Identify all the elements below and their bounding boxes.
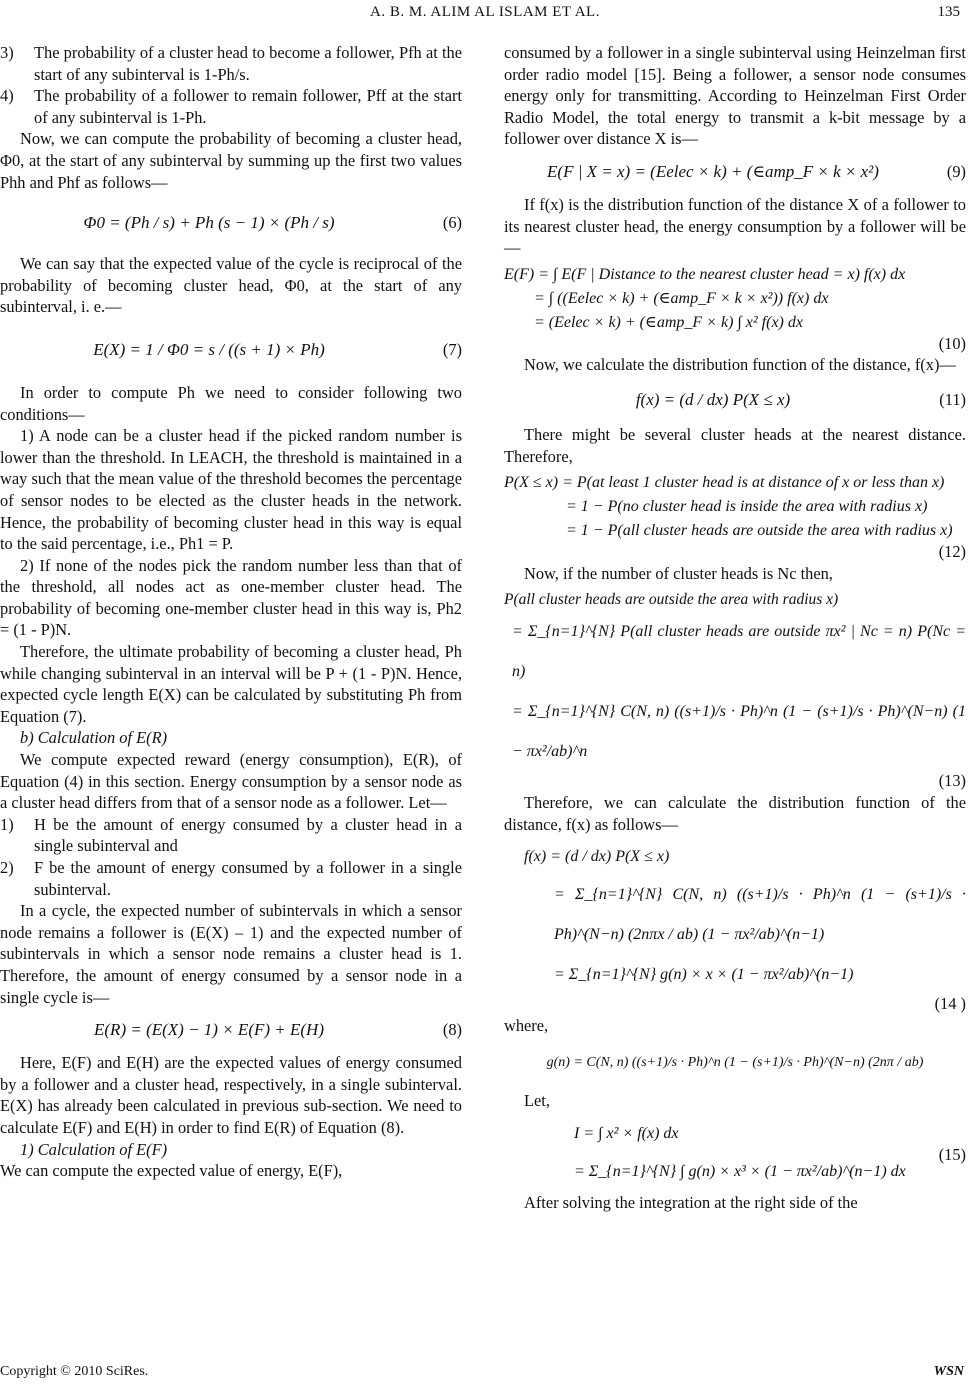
paragraph: Therefore, we can calculate the distribution function of the distance, f(x) as follows— bbox=[504, 792, 966, 834]
equation-expression: E(X) = 1 / Φ0 = s / ((s + 1) × Ph) bbox=[93, 340, 325, 360]
equation-g bbox=[504, 1038, 966, 1088]
equation-expression: f(x) = (d / dx) P(X ≤ x) bbox=[635, 390, 791, 410]
paragraph: Here, E(F) and E(H) are the expected values of energy consumed by a follower and a cluster head, respectively, in a single subinterval. E(X) has already been calculated in previous sub-section. We need to calculate E(F) and E(H) in order to find E(R) of Equation (8). bbox=[0, 1053, 462, 1137]
paragraph: We can compute the expected value of energy, E(F), bbox=[0, 1161, 343, 1181]
list-text: The probability of a follower to remain follower, Pff at the start of any subinterval is 1-Ph. bbox=[34, 86, 462, 127]
paragraph: Now, we calculate the distribution function of the distance, f(x)— bbox=[524, 355, 956, 375]
list-number: 3) bbox=[0, 43, 14, 62]
copyright-notice: Copyright © 2010 SciRes. bbox=[0, 1364, 149, 1379]
list-item bbox=[0, 814, 462, 857]
page-number: 135 bbox=[937, 4, 960, 20]
paragraph: Now, we can compute the probability of becoming a cluster head, Φ0, at the start of any subinterval by summing up the first two values Phh and Phf as follows— bbox=[0, 129, 462, 192]
running-title: A. B. M. ALIM AL ISLAM ET AL. bbox=[370, 4, 600, 20]
equation-number: (11) bbox=[939, 390, 966, 410]
subsection-heading: b) Calculation of E(R) bbox=[20, 728, 168, 748]
paragraph: consumed by a follower in a single subinterval using Heinzelman first order radio model [15]. Being a follower, a sensor node consumes energy only for transmitting. According to Heinzelman First Order Radio Model, the total energy to transmit a k-bit message by a follower over distance X is— bbox=[504, 43, 966, 149]
paragraph: After solving the integration at the right side of the bbox=[524, 1192, 858, 1212]
list-number: 1) bbox=[0, 814, 14, 834]
left-column bbox=[0, 42, 462, 1182]
list-text: F be the amount of energy consumed by a follower in a single subinterval. bbox=[34, 858, 462, 899]
list-text: The probability of a cluster head to become a follower, Pfh at the start of any subinterval is 1-Ph/s. bbox=[34, 43, 462, 84]
equation-number: (15) bbox=[938, 1144, 966, 1164]
equation-8 bbox=[0, 1010, 462, 1050]
equation-line: = 1 − P(all cluster heads are outside the area with radius x) bbox=[566, 522, 953, 540]
equation-10 bbox=[504, 263, 966, 355]
paragraph: 2) If none of the nodes pick the random number less than that of the threshold, all nodes act as one-member cluster head. The probability of becoming one-member cluster head in this way is, Ph2 = (1 - P)N. bbox=[0, 555, 462, 640]
page-header bbox=[0, 0, 970, 22]
equation-line: = Σ_{n=1}^{N} C(N, n) ((s+1)/s · Ph)^n (1 − (s+1)/s · Ph)^(N−n) (1 − πx²/ab)^n bbox=[512, 703, 966, 761]
paragraph: We can say that the expected value of the cycle is reciprocal of the probability of becoming cluster head, Φ0, at the start of any subinterval, i. e.— bbox=[0, 254, 462, 317]
paragraph: 1) A node can be a cluster head if the picked random number is lower than the threshold. In LEACH, the threshold is maintained in a way such that the mean value of the threshold becomes the percentage of sensor nodes to be elected as the cluster heads in the network. Hence, the probability of becoming cluster head in this way is equal to the said percentage, i.e., Ph1 = P. bbox=[0, 426, 462, 554]
equation-line: = Σ_{n=1}^{N} P(all cluster heads are outside πx² | Nc = n) P(Nc = n) bbox=[512, 623, 966, 681]
paragraph: where, bbox=[504, 1015, 549, 1035]
paragraph: There might be several cluster heads at the nearest distance. Therefore, bbox=[504, 424, 966, 466]
equation-13 bbox=[504, 588, 966, 792]
equation-line: P(X ≤ x) = P(at least 1 cluster head is at distance of x or less than x) bbox=[504, 474, 945, 492]
equation-line: I = ∫ x² × f(x) dx bbox=[574, 1124, 679, 1142]
equation-expression: Φ0 = (Ph / s) + Ph (s − 1) × (Ph / s) bbox=[83, 213, 335, 233]
equation-9 bbox=[504, 152, 966, 192]
equation-line: = Σ_{n=1}^{N} ∫ g(n) × x³ × (1 − πx²/ab)^(n−1) dx bbox=[574, 1162, 906, 1180]
list-item bbox=[0, 85, 462, 128]
paragraph: In a cycle, the expected number of subintervals in which a sensor node remains a follower is (E(X) – 1) and the expected number of subintervals in which a sensor node remains a cluster head is 1. Therefore, the amount of energy consumed by a sensor node in a single cycle is— bbox=[0, 901, 462, 1007]
equation-line: = ∫ ((Eelec × k) + (∈amp_F × k × x²)) f(x) dx bbox=[534, 289, 829, 307]
equation-line: f(x) = (d / dx) P(X ≤ x) bbox=[524, 848, 670, 866]
equation-line: = Σ_{n=1}^{N} C(N, n) ((s+1)/s · Ph)^n (1 − (s+1)/s · Ph)^(N−n) (2nπx / ab) (1 − πx²/ab)^(n−1) bbox=[554, 886, 966, 944]
equation-number: (6) bbox=[442, 213, 462, 233]
equation-line: = (Eelec × k) + (∈amp_F × k) ∫ x² f(x) dx bbox=[534, 313, 803, 331]
equation-11 bbox=[504, 378, 966, 422]
list-item bbox=[0, 42, 462, 85]
equation-12 bbox=[504, 471, 966, 563]
equation-number: (8) bbox=[442, 1020, 462, 1040]
equation-line: P(all cluster heads are outside the area with radius x) bbox=[504, 591, 839, 609]
page-footer bbox=[0, 1362, 970, 1386]
list-text: H be the amount of energy consumed by a cluster head in a single subinterval and bbox=[34, 814, 462, 856]
equation-expression: E(R) = (E(X) − 1) × E(F) + E(H) bbox=[94, 1020, 324, 1040]
subsection-heading: 1) Calculation of E(F) bbox=[20, 1139, 168, 1159]
paragraph: Now, if the number of cluster heads is Nc then, bbox=[524, 563, 833, 583]
paragraph: If f(x) is the distribution function of the distance X of a follower to its nearest cluster head, the energy consumption by a follower will be— bbox=[504, 194, 966, 258]
list-item bbox=[0, 857, 462, 900]
right-column bbox=[504, 42, 966, 1213]
equation-number: (7) bbox=[442, 340, 462, 360]
paragraph: In order to compute Ph we need to consider following two conditions— bbox=[0, 382, 462, 424]
list-number: 2) bbox=[0, 858, 14, 877]
paragraph: Let, bbox=[524, 1091, 550, 1111]
equation-number: (14 ) bbox=[934, 994, 966, 1014]
equation-line: = 1 − P(no cluster head is inside the area with radius x) bbox=[566, 498, 928, 516]
list-number: 4) bbox=[0, 86, 14, 106]
equation-expression: E(F | X = x) = (Eelec × k) + (∈amp_F × k × x²) bbox=[547, 162, 879, 182]
equation-number: (9) bbox=[946, 162, 966, 182]
equation-number: (13) bbox=[938, 771, 966, 791]
equation-number: (10) bbox=[938, 333, 966, 353]
equation-7 bbox=[0, 320, 462, 380]
equation-line: = Σ_{n=1}^{N} g(n) × x × (1 − πx²/ab)^(n−1) bbox=[554, 966, 854, 984]
journal-abbrev: WSN bbox=[933, 1364, 964, 1379]
equation-6 bbox=[0, 195, 462, 251]
equation-15 bbox=[504, 1116, 966, 1192]
equation-14 bbox=[504, 839, 966, 1015]
paragraph: We compute expected reward (energy consumption), E(R), of Equation (4) in this section. Energy consumption by a sensor node as a cluster head differs from that of a sensor node as a follower. Let— bbox=[0, 750, 462, 813]
paragraph: Therefore, the ultimate probability of becoming a cluster head, Ph while changing subinterval in an interval will be P + (1 - P)N. Hence, expected cycle length E(X) can be calculated by substituting Ph from Equation (7). bbox=[0, 642, 462, 726]
equation-number: (12) bbox=[938, 542, 966, 562]
equation-line: E(F) = ∫ E(F | Distance to the nearest cluster head = x) f(x) dx bbox=[504, 265, 906, 283]
equation-expression: g(n) = C(N, n) ((s+1)/s · Ph)^n (1 − (s+1)/s · Ph)^(N−n) (2nπ / ab) bbox=[546, 1055, 924, 1071]
